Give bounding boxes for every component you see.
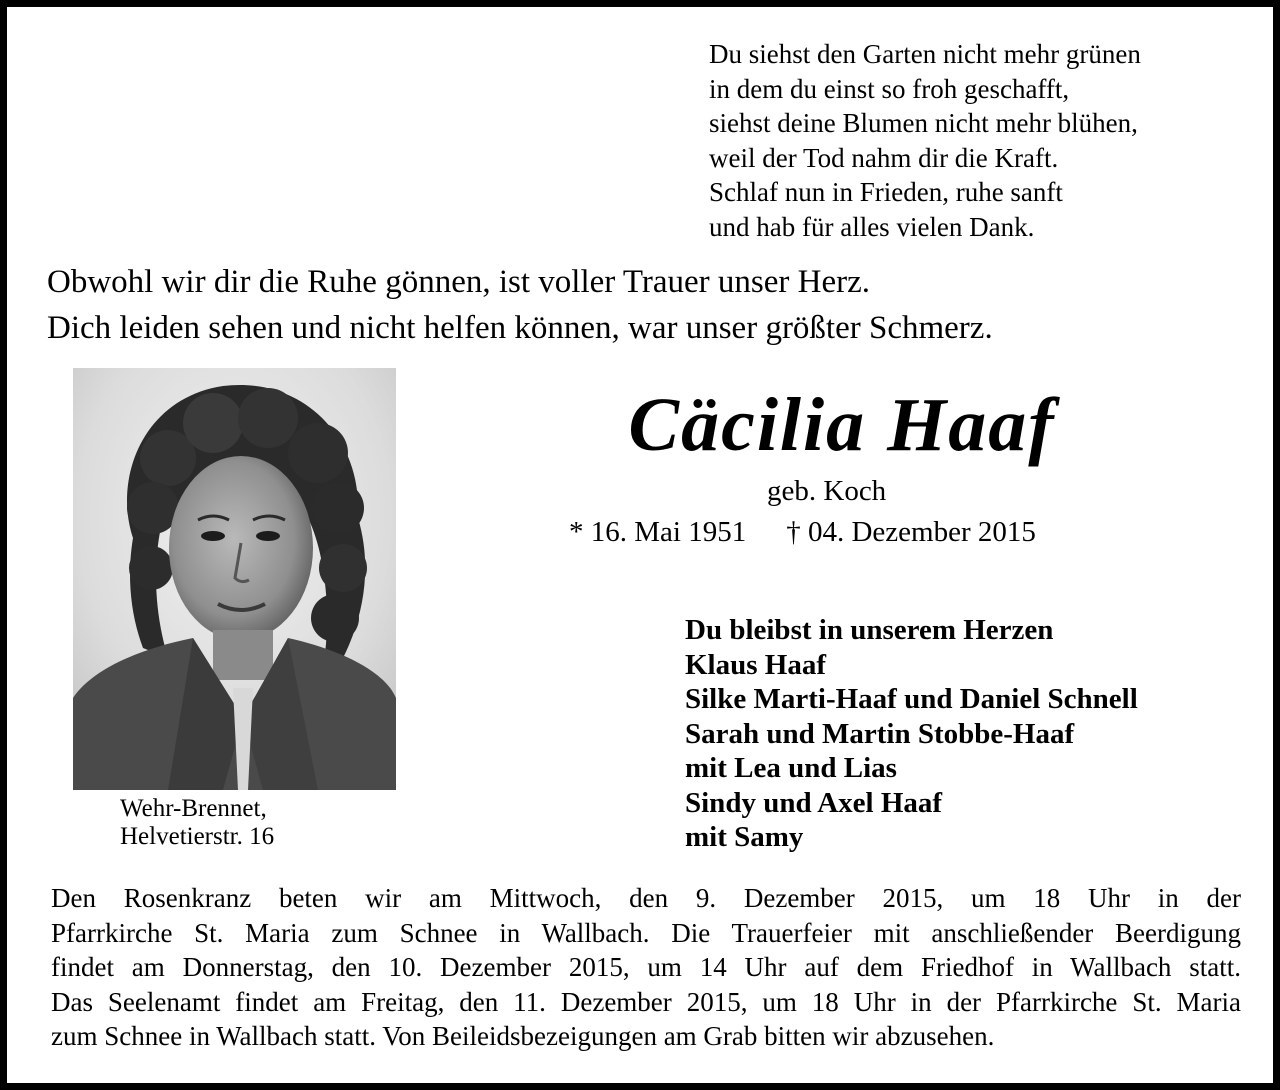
mourner-line: Sindy und Axel Haaf (685, 786, 943, 819)
poem-line: siehst deine Blumen nicht mehr blühen, (709, 108, 1138, 138)
life-dates (569, 513, 1036, 551)
birth-name: geb. Koch (767, 475, 887, 507)
notice-line: zum Schnee in Wallbach statt. Von Beileidsbezeigungen am Grab bitten wir abzusehen. (51, 1021, 995, 1051)
notice-line: findet am Donnerstag, den 10. Dezember 2015, um 14 Uhr auf dem Friedhof in Wallbach statt. (51, 952, 1241, 982)
poem-line: Du siehst den Garten nicht mehr grünen (709, 39, 1141, 69)
death-date: † 04. Dezember 2015 (786, 516, 1036, 548)
motto-line: Obwohl wir dir die Ruhe gönnen, ist voller Trauer unser Herz. (47, 264, 871, 300)
poem-line: in dem du einst so froh geschafft, (709, 73, 1070, 104)
mourner-line: Silke Marti-Haaf und Daniel Schnell (685, 683, 1138, 715)
motto-line: Dich leiden sehen und nicht helfen können, war unser größter Schmerz. (47, 310, 993, 346)
mourner-line: Klaus Haaf (685, 648, 826, 681)
portrait-photo-icon (73, 368, 396, 790)
poem-line: weil der Tod nahm dir die Kraft. (709, 142, 1059, 173)
deceased-name: Cäcilia Haaf (628, 383, 1056, 467)
mourner-line: Du bleibst in unserem Herzen (685, 614, 1054, 646)
poem-line: und hab für alles vielen Dank. (709, 211, 1035, 242)
motto (47, 259, 1267, 351)
address (120, 795, 274, 851)
notice-line: Das Seelenamt findet am Freitag, den 11. Dezember 2015, um 18 Uhr in der Pfarrkirche St. Maria (51, 986, 1241, 1017)
address-line: Helvetierstr. 16 (120, 823, 275, 850)
service-notice (51, 881, 1241, 1054)
address-line: Wehr-Brennet, (120, 795, 267, 822)
mourner-line: mit Lea und Lias (685, 752, 897, 784)
poem (709, 37, 1269, 244)
mourner-line: Sarah und Martin Stobbe-Haaf (685, 717, 1075, 750)
mourner-line: mit Samy (685, 821, 804, 853)
mourners-list (685, 613, 1138, 855)
portrait-illustration (73, 368, 396, 790)
birth-date: * 16. Mai 1951 (569, 516, 747, 548)
notice-line: Den Rosenkranz beten wir am Mittwoch, den 9. Dezember 2015, um 18 Uhr in der (51, 883, 1241, 913)
notice-line: Pfarrkirche St. Maria zum Schnee in Wallbach. Die Trauerfeier mit anschließender Beerdigung (51, 917, 1241, 948)
poem-line: Schlaf nun in Frieden, ruhe sanft (709, 177, 1063, 207)
